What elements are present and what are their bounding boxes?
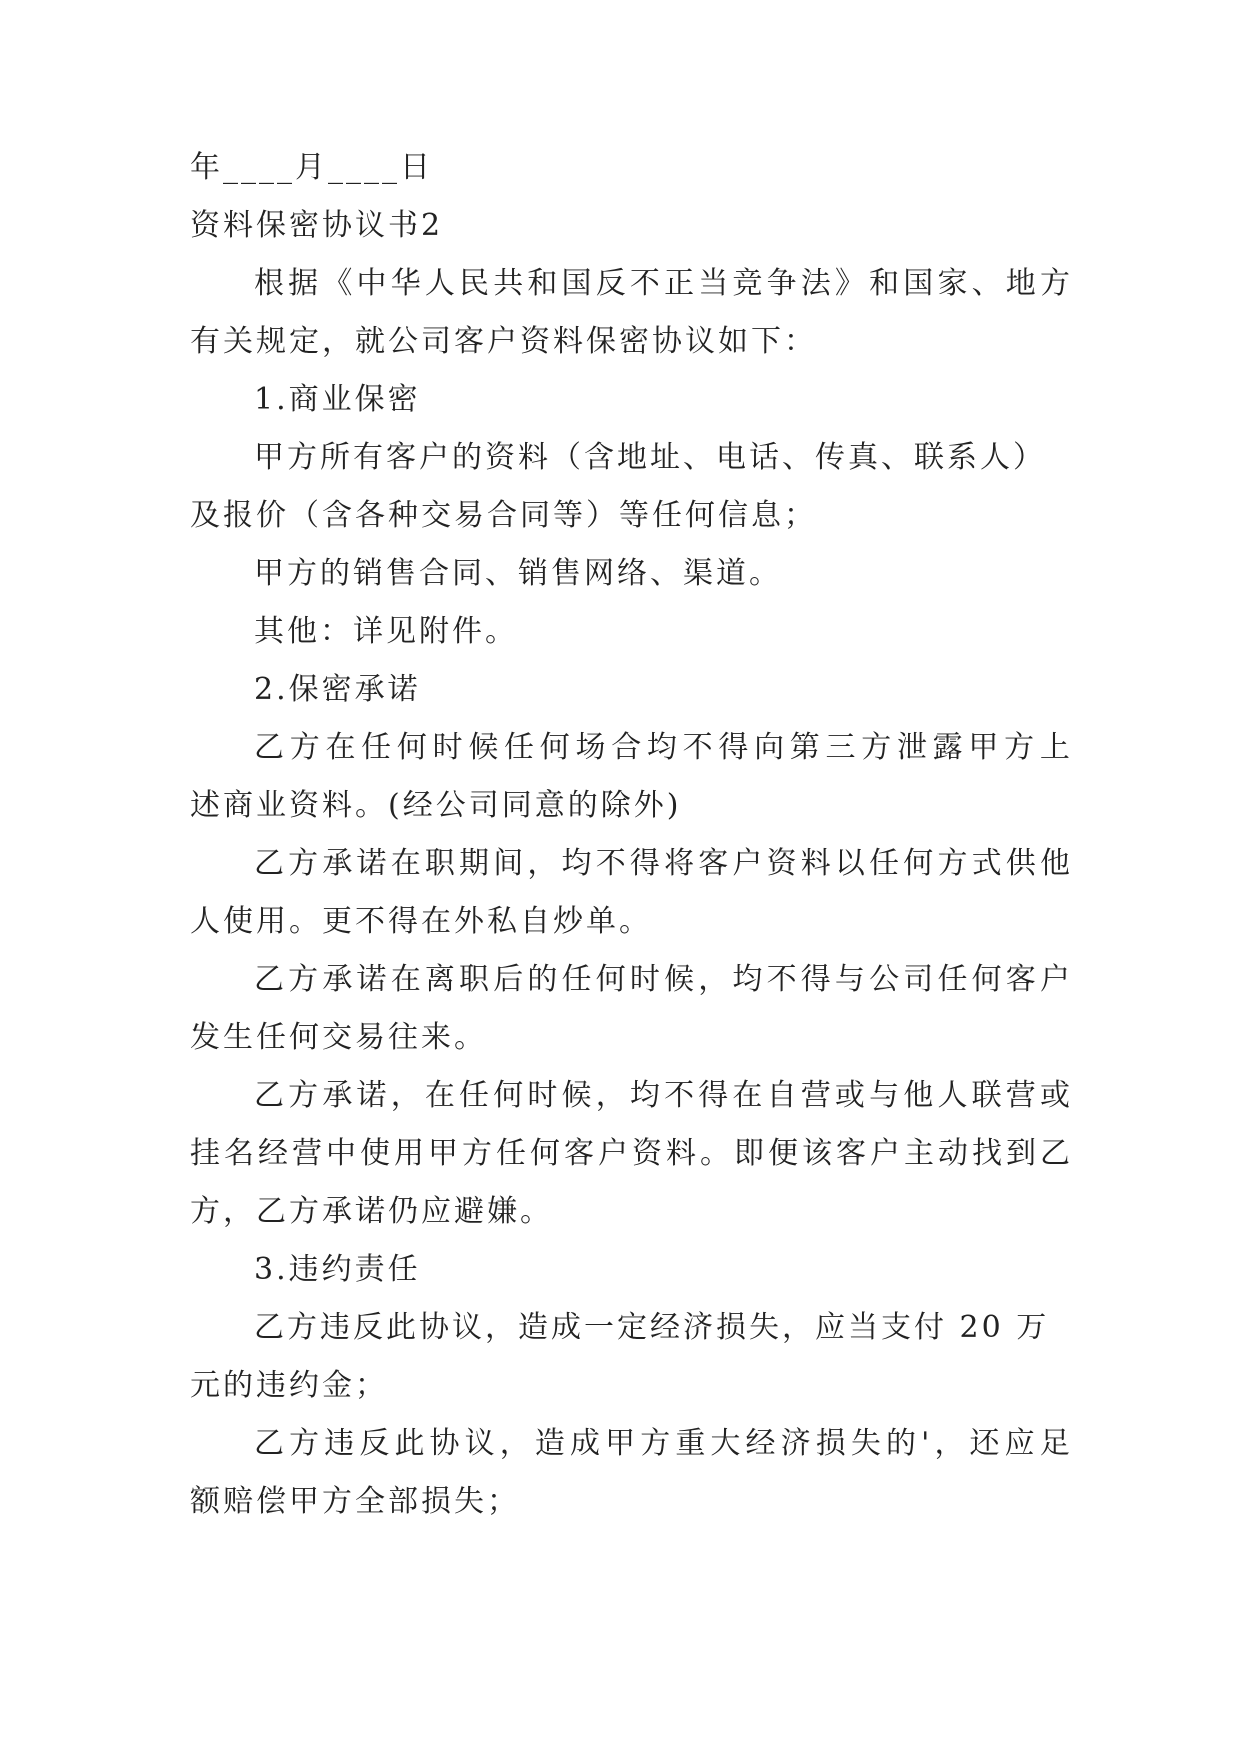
section-2-item-1-line-2: 述商业资料。(经公司同意的除外) [190, 788, 682, 823]
glyph: 户 [1039, 962, 1070, 997]
glyph: 和 [527, 266, 558, 301]
glyph: 何 [539, 730, 570, 765]
glyph: 据 [288, 266, 319, 301]
glyph: 在 [732, 1078, 763, 1113]
glyph: 与 [834, 962, 865, 997]
glyph: 户 [598, 1136, 628, 1171]
glyph: 使 [360, 1136, 390, 1171]
glyph: 时 [629, 962, 660, 997]
glyph: 大 [710, 1426, 741, 1461]
glyph: ， [934, 1426, 965, 1461]
glyph: 的 [885, 1426, 916, 1461]
glyph: 方 [289, 1426, 320, 1461]
glyph: 》 [834, 266, 865, 301]
glyph: 方 [861, 730, 892, 765]
glyph: 。 [700, 1136, 730, 1171]
section-3-item-2-line-2: 额赔偿甲方全部损失； [190, 1484, 520, 1519]
section-heading-commercial-confidentiality: 1.商业保密 [254, 382, 421, 417]
glyph: 均 [561, 846, 592, 881]
glyph: 国 [903, 266, 934, 301]
glyph: 不 [595, 846, 626, 881]
glyph: 成 [569, 1426, 600, 1461]
glyph: 任 [869, 846, 900, 881]
glyph: 民 [459, 266, 490, 301]
section-1-item-1-line-1: 甲方所有客户的资料（含地址、电话、传真、联系人） [254, 440, 1046, 475]
glyph: 或 [834, 1078, 865, 1113]
glyph: 料 [666, 1136, 696, 1171]
glyph: 方 [289, 730, 320, 765]
glyph: 甲 [605, 1426, 636, 1461]
glyph: 《 [322, 266, 353, 301]
glyph: 国 [561, 266, 592, 301]
glyph: 乙 [254, 1426, 284, 1461]
glyph: 户 [870, 1136, 900, 1171]
glyph: 找 [972, 1136, 1002, 1171]
glyph: 何 [493, 1078, 524, 1113]
glyph: 任 [504, 730, 535, 765]
glyph: 方 [1004, 730, 1035, 765]
glyph: 承 [322, 1078, 353, 1113]
glyph: 名 [224, 1136, 254, 1171]
glyph: 的 [527, 962, 558, 997]
glyph: 职 [424, 846, 455, 881]
glyph: 时 [527, 1078, 558, 1113]
glyph: 他 [1039, 846, 1070, 881]
glyph: 在 [325, 730, 356, 765]
glyph: ， [595, 1078, 626, 1113]
glyph: 客 [564, 1136, 594, 1171]
glyph: 争 [766, 266, 797, 301]
glyph: 资 [766, 846, 797, 881]
glyph: 候 [664, 962, 695, 997]
glyph: 上 [1039, 730, 1070, 765]
glyph: 人 [424, 266, 455, 301]
glyph: 方 [640, 1426, 671, 1461]
glyph: 中 [356, 266, 387, 301]
glyph: 任 [459, 1078, 490, 1113]
glyph: 向 [754, 730, 785, 765]
section-3-item-1-line-2: 元的违约金； [190, 1368, 388, 1403]
glyph: 还 [969, 1426, 1000, 1461]
glyph: 即 [734, 1136, 764, 1171]
section-2-item-4-line-3: 方，乙方承诺仍应避嫌。 [190, 1194, 553, 1229]
glyph: 得 [629, 846, 660, 881]
glyph: 间 [493, 846, 524, 881]
glyph: ， [390, 1078, 421, 1113]
glyph: 中 [326, 1136, 356, 1171]
glyph: 诺 [356, 1078, 387, 1113]
glyph: 供 [1005, 846, 1036, 881]
glyph: 与 [869, 1078, 900, 1113]
glyph: 方 [937, 846, 968, 881]
glyph: 方 [462, 1136, 492, 1171]
glyph: 他 [903, 1078, 934, 1113]
glyph: 职 [459, 962, 490, 997]
glyph: 重 [675, 1426, 706, 1461]
glyph: 期 [459, 846, 490, 881]
glyph: 时 [432, 730, 463, 765]
glyph: 任 [496, 1136, 526, 1171]
glyph: 得 [800, 962, 831, 997]
glyph: 诺 [356, 846, 387, 881]
glyph: 到 [1006, 1136, 1036, 1171]
glyph: 法 [800, 266, 831, 301]
document-title: 资料保密协议书2 [190, 208, 444, 243]
glyph: 甲 [968, 730, 999, 765]
glyph: 得 [718, 730, 749, 765]
glyph: 司 [903, 962, 934, 997]
glyph: 反 [359, 1426, 390, 1461]
section-2-item-3-line-2: 发生任何交易往来。 [190, 1020, 487, 1055]
section-2-item-4-line-1 [254, 1076, 1070, 1116]
section-3-item-2-line-1 [254, 1424, 1070, 1464]
section-2-item-2-line-1 [254, 844, 1070, 884]
glyph: 均 [629, 1078, 660, 1113]
glyph: 客 [836, 1136, 866, 1171]
glyph: 损 [815, 1426, 846, 1461]
glyph: 家 [937, 266, 968, 301]
glyph: 或 [1039, 1078, 1070, 1113]
glyph: 营 [292, 1136, 322, 1171]
glyph: 乙 [254, 730, 284, 765]
glyph: 动 [938, 1136, 968, 1171]
glyph: 竞 [732, 266, 763, 301]
glyph: 甲 [428, 1136, 458, 1171]
glyph: 承 [322, 846, 353, 881]
glyph: 经 [258, 1136, 288, 1171]
glyph: 三 [825, 730, 856, 765]
glyph: 此 [394, 1426, 425, 1461]
glyph: 料 [800, 846, 831, 881]
glyph: 经 [745, 1426, 776, 1461]
glyph: 客 [698, 846, 729, 881]
section-2-item-3-line-1 [254, 960, 1070, 1000]
glyph: 后 [493, 962, 524, 997]
glyph: ， [527, 846, 558, 881]
glyph: 候 [561, 1078, 592, 1113]
glyph: ' [921, 1426, 930, 1461]
date-line: 年____月____日 [190, 150, 433, 185]
glyph: 不 [629, 266, 660, 301]
glyph: 何 [971, 962, 1002, 997]
glyph: 足 [1039, 1426, 1070, 1461]
glyph: 失 [850, 1426, 881, 1461]
glyph: 应 [1004, 1426, 1035, 1461]
glyph: 均 [732, 962, 763, 997]
glyph: 在 [390, 846, 421, 881]
glyph: 乙 [254, 962, 284, 997]
glyph: 该 [802, 1136, 832, 1171]
section-2-item-2-line-2: 人使用。更不得在外私自炒单。 [190, 904, 652, 939]
glyph: 根 [254, 266, 284, 301]
section-heading-confidentiality-commitment: 2.保密承诺 [254, 672, 421, 707]
glyph: 公 [869, 962, 900, 997]
glyph: 联 [971, 1078, 1002, 1113]
glyph: 违 [324, 1426, 355, 1461]
glyph: 反 [595, 266, 626, 301]
glyph: 在 [424, 1078, 455, 1113]
glyph: 均 [646, 730, 677, 765]
glyph: 何 [595, 962, 626, 997]
glyph: 华 [390, 266, 421, 301]
glyph: 方 [288, 846, 319, 881]
glyph: 不 [664, 1078, 695, 1113]
section-1-item-1-line-2: 及报价（含各种交易合同等）等任何信息； [190, 498, 817, 533]
glyph: 乙 [254, 1078, 284, 1113]
glyph: 方 [1039, 266, 1070, 301]
glyph: 何 [396, 730, 427, 765]
intro-paragraph-line-1 [254, 264, 1070, 304]
glyph: 客 [1005, 962, 1036, 997]
glyph: 、 [971, 266, 1002, 301]
section-3-item-1-line-1: 乙方违反此协议，造成一定经济损失，应当支付 20 万 [254, 1310, 1050, 1345]
glyph: 当 [698, 266, 729, 301]
glyph: 合 [611, 730, 642, 765]
glyph: 主 [904, 1136, 934, 1171]
glyph: 户 [732, 846, 763, 881]
glyph: 人 [937, 1078, 968, 1113]
glyph: 诺 [356, 962, 387, 997]
glyph: 场 [575, 730, 606, 765]
glyph: 第 [789, 730, 820, 765]
glyph: 何 [903, 846, 934, 881]
glyph: 地 [1005, 266, 1036, 301]
glyph: 不 [766, 962, 797, 997]
glyph: 正 [664, 266, 695, 301]
glyph: 方 [288, 962, 319, 997]
glyph: 议 [464, 1426, 495, 1461]
glyph: 营 [1005, 1078, 1036, 1113]
glyph: 和 [869, 266, 900, 301]
glyph: 何 [530, 1136, 560, 1171]
section-2-item-1-line-1 [254, 728, 1070, 768]
glyph: 挂 [190, 1136, 220, 1171]
glyph: 造 [534, 1426, 565, 1461]
section-heading-liability-for-breach: 3.违约责任 [254, 1252, 421, 1287]
glyph: 泄 [896, 730, 927, 765]
glyph: 自 [766, 1078, 797, 1113]
glyph: 方 [288, 1078, 319, 1113]
glyph: 任 [361, 730, 392, 765]
glyph: 在 [390, 962, 421, 997]
glyph: 共 [493, 266, 524, 301]
glyph: 任 [937, 962, 968, 997]
glyph: 乙 [1040, 1136, 1070, 1171]
glyph: 以 [834, 846, 865, 881]
glyph: 营 [800, 1078, 831, 1113]
glyph: 得 [698, 1078, 729, 1113]
glyph: 不 [682, 730, 713, 765]
glyph: 资 [632, 1136, 662, 1171]
section-2-item-4-line-2 [190, 1134, 1070, 1174]
glyph: 用 [394, 1136, 424, 1171]
glyph: ， [698, 962, 729, 997]
intro-paragraph-line-2: 有关规定，就公司客户资料保密协议如下： [190, 324, 817, 359]
glyph: 乙 [254, 846, 284, 881]
glyph: 任 [561, 962, 592, 997]
glyph: ， [499, 1426, 530, 1461]
glyph: 式 [971, 846, 1002, 881]
section-1-item-2-line-1: 甲方的销售合同、销售网络、渠道。 [254, 556, 782, 591]
glyph: 承 [322, 962, 353, 997]
glyph: 协 [429, 1426, 460, 1461]
glyph: 将 [664, 846, 695, 881]
glyph: 济 [780, 1426, 811, 1461]
glyph: 离 [424, 962, 455, 997]
section-1-item-3-line-1: 其他：详见附件。 [254, 614, 518, 649]
glyph: 露 [932, 730, 963, 765]
glyph: 便 [768, 1136, 798, 1171]
glyph: 候 [468, 730, 499, 765]
